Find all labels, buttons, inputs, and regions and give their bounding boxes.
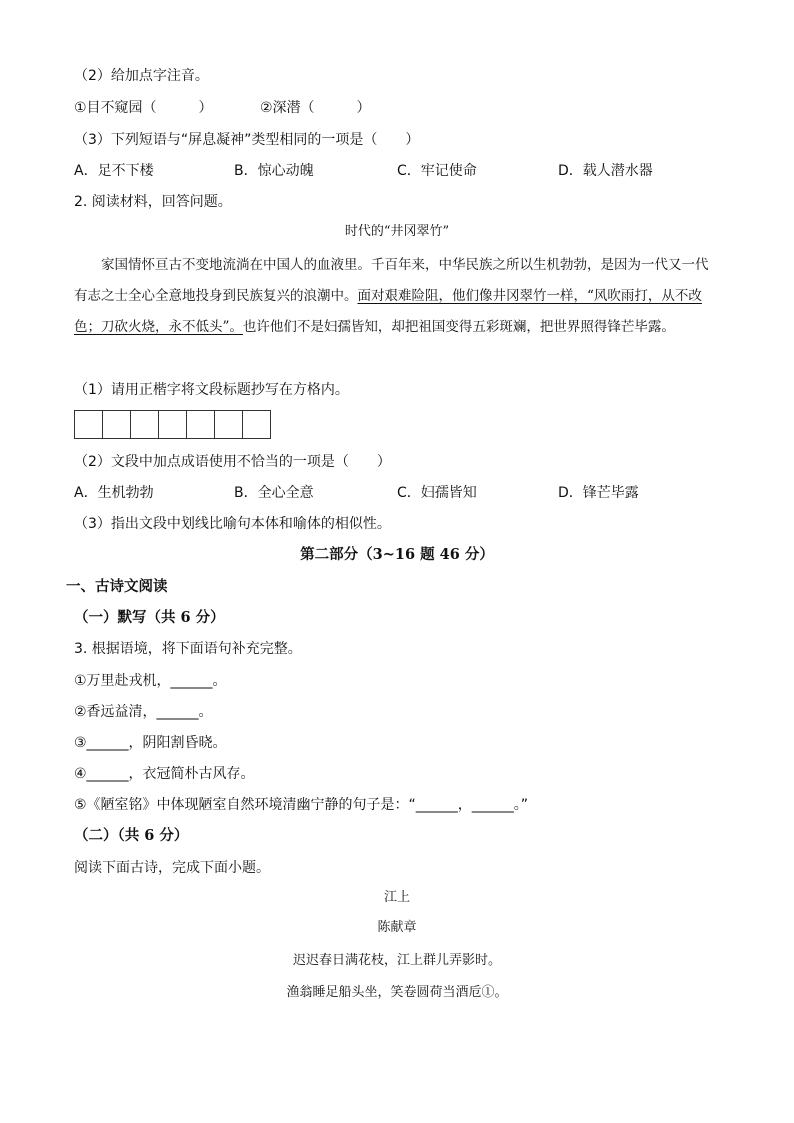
- poem-title: 江上: [383, 890, 410, 905]
- q2-option-c: C．妇孺皆知: [397, 485, 477, 501]
- q2-intro: 2. 阅读材料，回答问题。: [74, 194, 232, 210]
- q2-part1: （1）请用正楷字将文段标题抄写在方格内。: [74, 382, 349, 398]
- blank-item-1: ①万里赴戎机，______。: [74, 673, 227, 689]
- q1-part2: （2）给加点字注音。: [74, 68, 209, 84]
- passage: [74, 250, 720, 343]
- q3-prompt: 3. 根据语境，将下面语句补充完整。: [74, 641, 302, 657]
- blank-item-3: ③______，阴阳割昏晓。: [74, 735, 227, 751]
- poem-instruction: 阅读下面古诗，完成下面小题。: [74, 860, 270, 876]
- grid-cell[interactable]: [214, 410, 243, 439]
- poem-line-2: 渔翁睡足船头坐，笑卷圆荷当酒卮①。: [286, 985, 508, 1000]
- phonetic-item-2: ②深潜（ ）: [260, 100, 371, 116]
- phonetic-item-1: ①目不窥园（ ）: [74, 100, 213, 116]
- q1-part3: （3）下列短语与“屏息凝神”类型相同的一项是（ ）: [74, 132, 420, 148]
- q2-option-d: D．锋芒毕露: [558, 485, 639, 501]
- q2-part2: （2）文段中加点成语使用不恰当的一项是（ ）: [74, 454, 391, 470]
- passage-underlined: 面对艰难险阻，他们像井冈翠竹一样，“风吹雨打，从不改色；刀砍火烧，永不低头”。: [74, 288, 702, 335]
- ancient-heading: 一、古诗文阅读: [66, 578, 168, 595]
- grid-cell[interactable]: [186, 410, 215, 439]
- q1-option-d: D．载人潜水器: [558, 163, 653, 179]
- q2-option-a: A．生机勃勃: [74, 485, 154, 501]
- q1-option-a: A．足不下楼: [74, 163, 154, 179]
- grid-cell[interactable]: [74, 410, 103, 439]
- passage-title: 时代的“井冈翠竹”: [344, 224, 450, 239]
- blank-item-4: ④______，衣冠简朴古风存。: [74, 766, 255, 782]
- section-title: 第二部分（3~16 题 46 分）: [300, 546, 494, 563]
- q1-option-b: B．惊心动魄: [234, 163, 314, 179]
- poem-author: 陈献章: [377, 920, 417, 935]
- blank-item-5: ⑤《陋室铭》中体现陋室自然环境清幽宁静的句子是：“______，______。”: [74, 797, 529, 813]
- poem-section-heading: （二）（共 6 分）: [74, 827, 189, 844]
- answer-grid[interactable]: [74, 410, 270, 439]
- dictation-heading: （一）默写（共 6 分）: [74, 609, 225, 626]
- grid-cell[interactable]: [158, 410, 187, 439]
- q2-part3: （3）指出文段中划线比喻句本体和喻体的相似性。: [74, 516, 391, 532]
- blank-item-2: ②香远益清，______。: [74, 704, 213, 720]
- passage-text: 家国情怀亘古不变地流淌在中国人的血液里。千百年来，中华民族之所以生机勃勃，是因为一代又一代有志之士全心全意地投身到民族复兴的浪潮中。: [74, 257, 709, 304]
- passage-text-end: 也许他们不是妇孺皆知，却把祖国变得五彩斑斓，把世界照得锋芒毕露。: [242, 319, 675, 335]
- poem-line-1: 迟迟春日满花枝，江上群儿弄影时。: [292, 953, 501, 968]
- grid-cell[interactable]: [242, 410, 271, 439]
- q2-option-b: B．全心全意: [234, 485, 314, 501]
- grid-cell[interactable]: [102, 410, 131, 439]
- grid-cell[interactable]: [130, 410, 159, 439]
- q1-option-c: C．牢记使命: [397, 163, 477, 179]
